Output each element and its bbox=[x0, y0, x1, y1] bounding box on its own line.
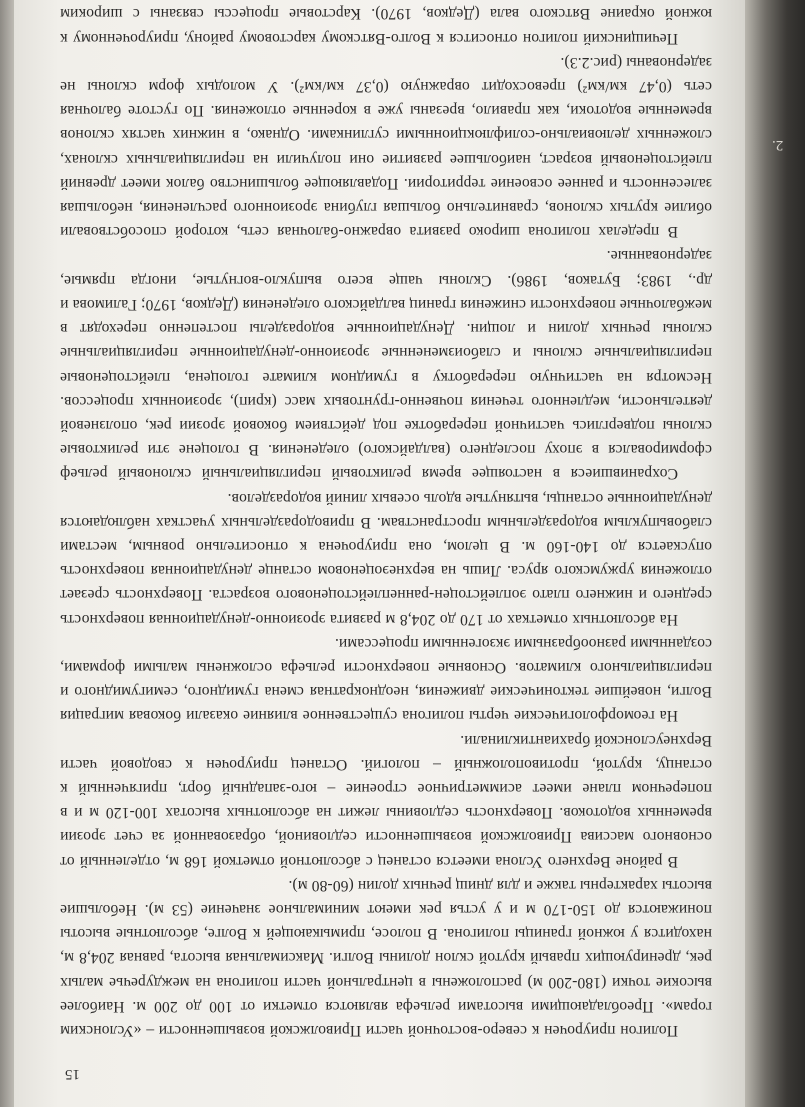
paragraph: Печищинский полигон относится к Волго-Вятскому карстовому району, приуроченному к южной окраине Вятского вала (Дедков, 1970). Карстовые процессы связаны с широким bbox=[60, 5, 712, 47]
paragraph: В пределах полигона широко развита овражно-балочная сеть, которой способствовали обилие крутых склонов, сравнительно большая глубина эрозионного расчленения, небольшая залесенность и раннее освоение территории. Подавляющее большинство балок имеет древний плейстоценовый возраст, наибольшее развитие они получили на перигляциальных склонах, сложенных делювиально-солифлюкционными суглинками. Однако, в нижних частях склонов временные водотоки, как правило, врезаны уже в коренные отложения. По густоте балочная сеть (0,47 км/км²) превосходит овражную (0,37 км/км²). У молодых форм склоны не задернованы (рис.2.3). bbox=[60, 53, 712, 241]
paragraph: Полигон приурочен к северо-восточной части Приволжской возвышенности – «Услонским горам». Преобладающими высотами рельефа являются отметки от 100 до 200 м. Наиболее высокие точки (180-200 м) расположены в центральной части полигона на междуречье малых рек, дренирующих правый крутой склон долины Волги. Максимальная высота, равная 204,8 м, находится у южной границы полигона. В полосе, примыкающей к Волге, абсолютные высоты понижаются до 150-170 м и у устья рек имеют минимальное значение (53 м). Небольшие высоты характерны также и для днищ речных долин (60-80 м). bbox=[60, 876, 712, 1039]
paragraph: Сохранившиеся в настоящее время реликтовый перигляциальный склоновый рельеф сформировался в эпоху последнего (валдайского) оледенения. В голоцене эти реликтовые склоны подверглись частичной переработке под действием боковой эрозии рек, оползневой деятельности, медленного течения почвенно-грунтовых масс (крип), эрозионных процессов. Несмотря на частичную переработку в гумидном климате голоцена, плейстоценовые перигляциальные склоны и слабоизмененные эрозионно-денудационные перигляциальные склоны речных долин и лощин. Денудационные водоразделы постепенно переходят в межбалочные поверхности снижения границ валдайского оледенения (Дедков, 1970; Галимова и др., 1983; Бутаков, 1986). Склоны чаще всего выпукло-вогнутые, иногда прямые, задернованные. bbox=[60, 247, 712, 483]
body-text bbox=[60, 0, 712, 1042]
page-number: 15 bbox=[65, 1066, 80, 1082]
gutter-mark: 2. bbox=[772, 137, 784, 153]
paragraph: На геоморфологические черты полигона существенное влияние оказали боковая миграция Волги, новейшие тектонические движения, неоднократная смена гумидного, семигумидного и перигляциального климатов. Основные поверхности рельефа осложнены малыми формами, созданными разнообразными экзогенными процессами. bbox=[60, 634, 712, 725]
paragraph: На абсолютных отметках от 170 до 204,8 м развита эрозионно-денудационная поверхность среднего и нижнего плато эоплейстоцен-раннеплейстоценового возраста. Поверхность срезает отложения уржумского яруса. Лишь на верхнеэоценовом останце денудационная поверхность опускается до 140-160 м. В целом, она приурочена к относительно ровным, местами слабовыпуклым водораздельным пространствам. В приводораздельных участках наблюдаются денудационные останцы, вытянутые вдоль осевых линий водоразделов. bbox=[60, 489, 712, 628]
paragraph: В районе Верхнего Услона имеется останец с абсолютной отметкой 168 м, отделенный от основного массива Приволжской возвышенности седловиной, образованной за счет эрозии временных водотоков. Поверхность седловины лежит на абсолютных высотах 100-120 м и в поперечном плане имеет асимметричное строение – юго-западный борт, пригяченный к останцу, крутой, противоположный – пологий. Останец приурочен к сводовой части Верхнеуслонской брахиантиклинали. bbox=[60, 731, 712, 870]
rotated-content bbox=[30, 0, 770, 1092]
